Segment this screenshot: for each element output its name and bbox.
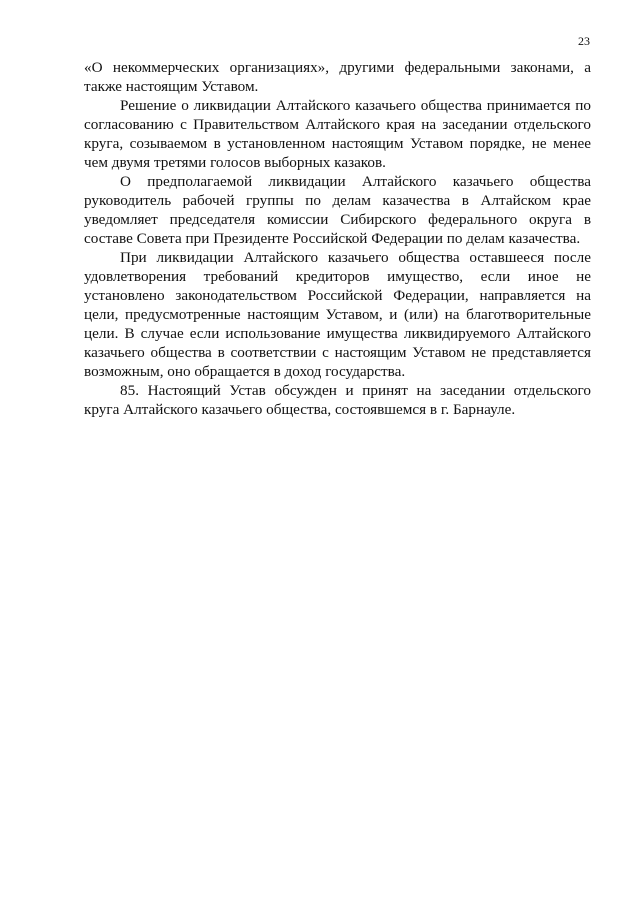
- document-body: [84, 58, 591, 419]
- paragraph-property-distribution: При ликвидации Алтайского казачьего общества оставшееся после удовлетворения требований кредиторов имущество, если иное не установлено законодательством Российской Федерации, направляется на цели, предусмотренные настоящим Уставом, и (или) на благотворительные цели. В случае если использование имущества ликвидируемого Алтайского казачьего общества в соответствии с настоящим Уставом не представляется возможным, оно обращается в доход государства.: [84, 249, 591, 380]
- page-number: 23: [578, 34, 590, 48]
- paragraph-liquidation-decision: Решение о ликвидации Алтайского казачьего общества принимается по согласованию с Правительством Алтайского края на заседании отдельского круга, созываемом в установленном настоящим Уставом порядке, не менее чем двумя третями голосов выборных казаков.: [84, 97, 591, 171]
- paragraph-liquidation-notice: О предполагаемой ликвидации Алтайского казачьего общества руководитель рабочей группы по делам казачества в Алтайском крае уведомляет председателя комиссии Сибирского федерального округа в составе Совета при Президенте Российской Федерации по делам казачества.: [84, 173, 591, 247]
- paragraph-continuation: «О некоммерческих организациях», другими федеральными законами, а также настоящим Уставом.: [84, 59, 591, 95]
- paragraph-charter-adoption: 85. Настоящий Устав обсужден и принят на заседании отдельского круга Алтайского казачьего общества, состоявшемся в г. Барнауле.: [84, 382, 591, 418]
